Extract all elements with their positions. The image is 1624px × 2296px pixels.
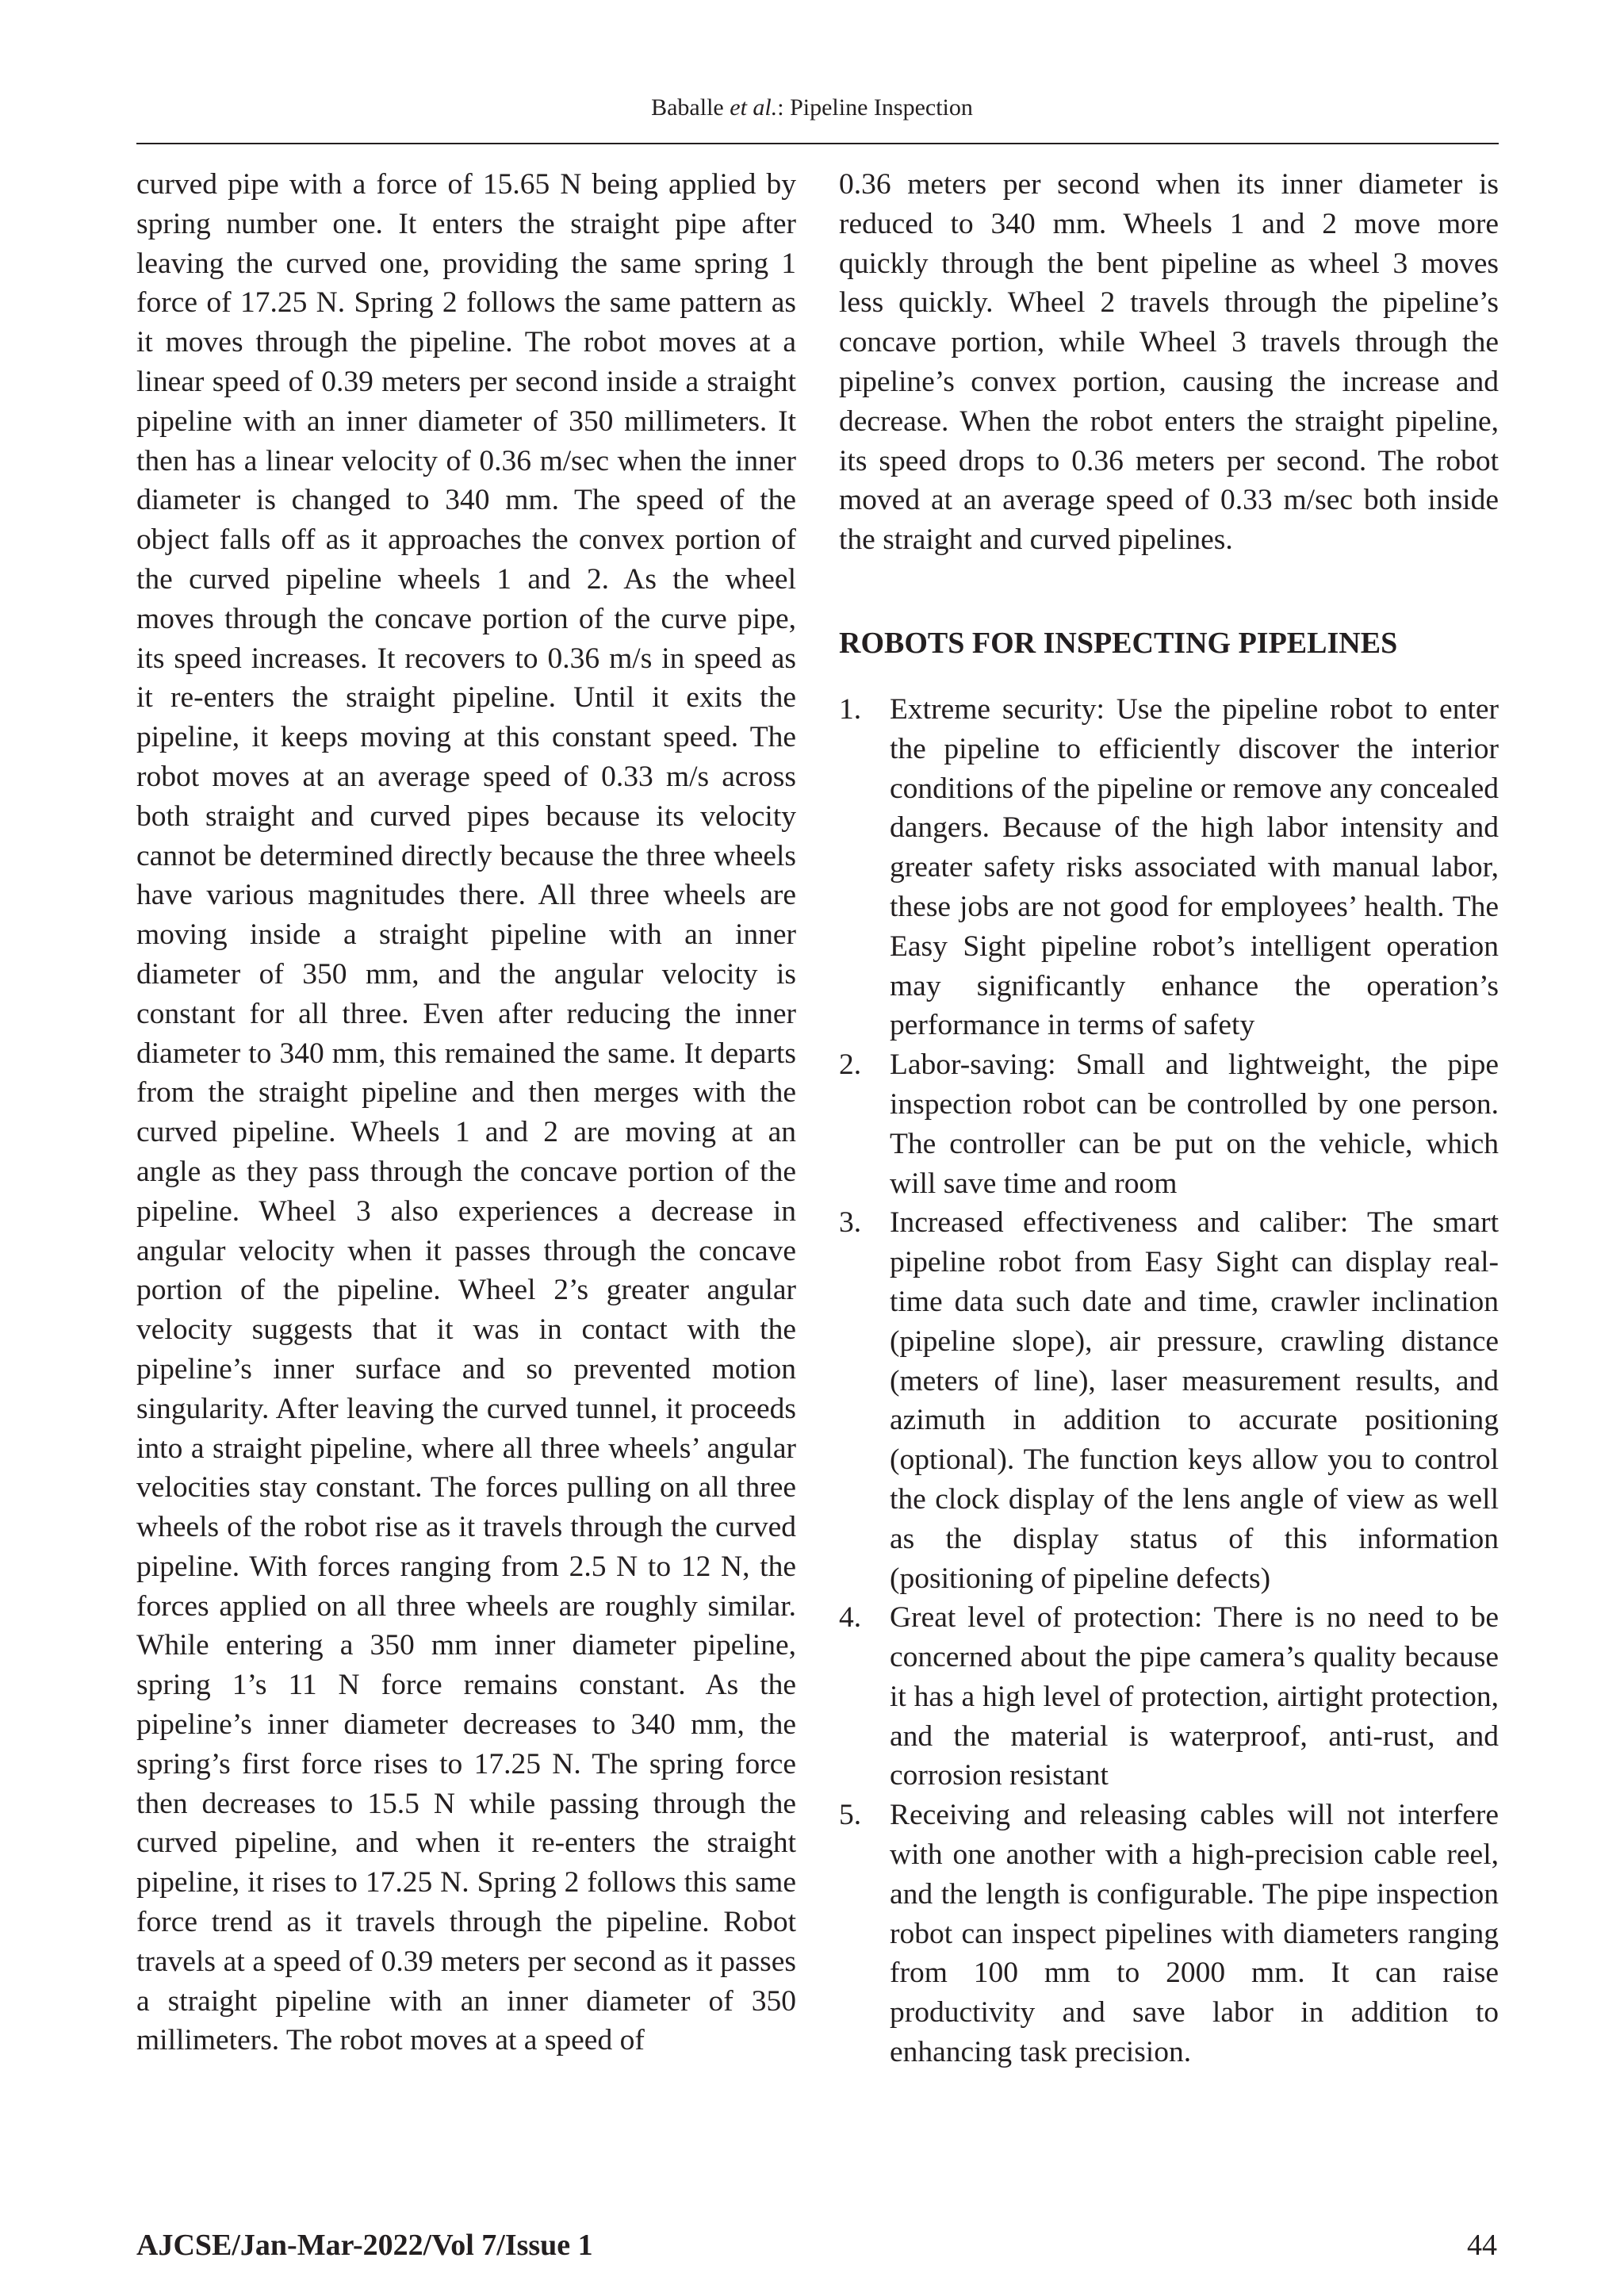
right-column bbox=[839, 165, 1499, 2072]
left-column bbox=[136, 165, 796, 2060]
list-item bbox=[839, 690, 1499, 1045]
right-intro-paragraph: 0.36 meters per second when its inner diameter is reduced to 340 mm. Wheels 1 and 2 move more quickly through the bent pipeline as wheel 3 moves less quickly. Wheel 2 travels through the pipeline’s concave portion, while Wheel 3 travels through the pipeline’s convex portion, causing the increase and decrease. When the robot enters the straight pipeline, its speed drops to 0.36 meters per second. The robot moved at an average speed of 0.33 m/sec both inside the straight and curved pipelines. bbox=[839, 168, 1499, 557]
header-title: : Pipeline Inspection bbox=[777, 94, 973, 121]
numbered-list bbox=[839, 690, 1499, 2072]
list-item-number: 5. bbox=[839, 1799, 862, 1832]
header-etal: et al. bbox=[730, 94, 778, 121]
list-item-number: 3. bbox=[839, 1206, 862, 1240]
header-authors: Baballe bbox=[651, 94, 730, 121]
list-item-text: Increased effectiveness and caliber: The smart pipeline robot from Easy Sight can display real-time data such date and time, crawler inclination (pipeline slope), air pressure, crawling distance (meters of line), laser measurement results, and azimuth in addition to accurate positioning (optional). The function keys allow you to control the clock display of the lens angle of view as well as the display status of this information (positioning of pipeline defects) bbox=[890, 1206, 1499, 1595]
list-item-text: Great level of protection: There is no need to be concerned about the pipe camera’s quality because it has a high level of protection, airtight protection, and the material is waterproof, anti-rust, and corrosion resistant bbox=[890, 1601, 1499, 1792]
list-item-text: Extreme security: Use the pipeline robot to enter the pipeline to efficiently discover the interior conditions of the pipeline or remove any concealed dangers. Because of the high labor intensity and greater safety risks associated with manual labor, these jobs are not good for employees’ health. The Easy Sight pipeline robot’s intelligent operation may significantly enhance the operation’s performance in terms of safety bbox=[890, 692, 1499, 1042]
footer-journal-info: AJCSE/Jan-Mar-2022/Vol 7/Issue 1 bbox=[136, 2229, 593, 2262]
list-item bbox=[839, 1045, 1499, 1203]
list-item bbox=[839, 1203, 1499, 1598]
list-item bbox=[839, 1796, 1499, 2072]
running-head bbox=[0, 92, 1624, 124]
list-item-text: Labor-saving: Small and lightweight, the pipe inspection robot can be controlled by one person. The controller can be put on the vehicle, which will save time and room bbox=[890, 1048, 1499, 1200]
header-rule bbox=[136, 143, 1499, 144]
left-body-paragraph: curved pipe with a force of 15.65 N being applied by spring number one. It enters the straight pipe after leaving the curved one, providing the same spring 1 force of 17.25 N. Spring 2 follows the same pattern as it moves through the pipeline. The robot moves at a linear speed of 0.39 meters per second inside a straight pipeline with an inner diameter of 350 millimeters. It then has a linear velocity of 0.36 m/sec when the inner diameter is changed to 340 mm. The speed of the object falls off as it approaches the convex portion of the curved pipeline wheels 1 and 2. As the wheel moves through the concave portion of the curve pipe, its speed increases. It recovers to 0.36 m/s in speed as it re-enters the straight pipeline. Until it exits the pipeline, it keeps moving at this constant speed. The robot moves at an average speed of 0.33 m/s across both straight and curved pipes because its velocity cannot be determined directly because the three wheels have various magnitudes there. All three wheels are moving inside a straight pipeline with an inner diameter of 350 mm, and the angular velocity is constant for all three. Even after reducing the inner diameter to 340 mm, this remained the same. It departs from the straight pipeline and then merges with the curved pipeline. Wheels 1 and 2 are moving at an angle as they pass through the concave portion of the pipeline. Wheel 3 also experiences a decrease in angular velocity when it passes through the concave portion of the pipeline. Wheel 2’s greater angular velocity suggests that it was in contact with the pipeline’s inner surface and so prevented motion singularity. After leaving the curved tunnel, it proceeds into a straight pipeline, where all three wheels’ angular velocities stay constant. The forces pulling on all three wheels of the robot rise as it travels through the curved pipeline. With forces ranging from 2.5 N to 12 N, the forces applied on all three wheels are roughly similar. While entering a 350 mm inner diameter pipeline, spring 1’s 11 N force remains constant. As the pipeline’s inner diameter decreases to 340 mm, the spring’s first force rises to 17.25 N. The spring force then decreases to 15.5 N while passing through the curved pipeline, and when it re-enters the straight pipeline, it rises to 17.25 N. Spring 2 follows this same force trend as it travels through the pipeline. Robot travels at a speed of 0.39 meters per second as it passes a straight pipeline with an inner diameter of 350 millimeters. The robot moves at a speed of bbox=[136, 168, 796, 2057]
section-heading: ROBOTS FOR INSPECTING PIPELINES bbox=[839, 626, 1398, 660]
list-item bbox=[839, 1598, 1499, 1796]
list-item-number: 4. bbox=[839, 1601, 862, 1635]
list-item-number: 2. bbox=[839, 1048, 862, 1082]
list-item-text: Receiving and releasing cables will not interfere with one another with a high-precision cable reel, and the length is configurable. The pipe inspection robot can inspect pipelines with diameters ranging from 100 mm to 2000 mm. It can raise productivity and save labor in addition to enhancing task precision. bbox=[890, 1799, 1499, 2069]
list-item-number: 1. bbox=[839, 692, 862, 726]
page-number: 44 bbox=[1467, 2229, 1497, 2262]
